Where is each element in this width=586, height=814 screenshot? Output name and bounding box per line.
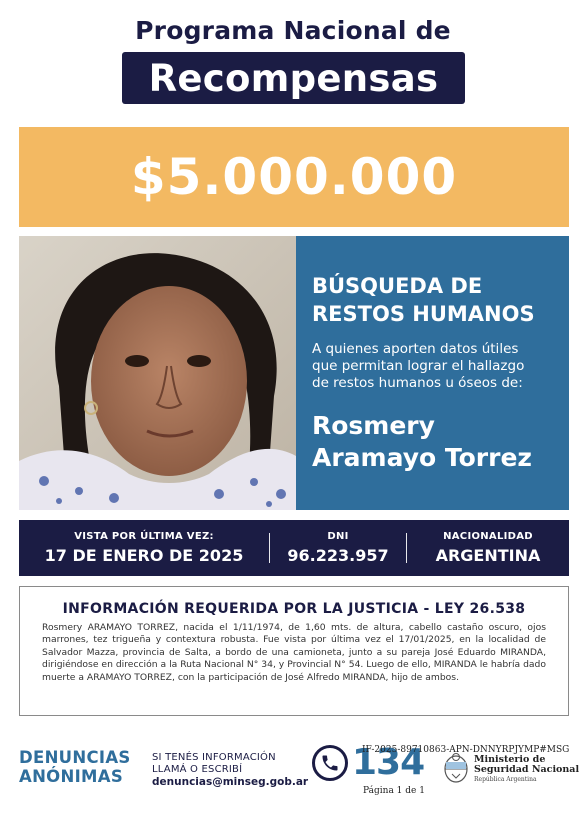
nationality-block bbox=[407, 520, 569, 576]
program-title-line2: Recompensas bbox=[148, 56, 439, 100]
nationality-label: NACIONALIDAD bbox=[443, 531, 533, 542]
denuncias-line2: ANÓNIMAS bbox=[19, 767, 124, 786]
justice-title: INFORMACIÓN REQUERIDA POR LA JUSTICIA - LEY 26.538 bbox=[62, 601, 526, 617]
search-description bbox=[312, 341, 562, 392]
search-description-line2: que permitan lograr el hallazgo bbox=[312, 358, 525, 374]
justice-info-box bbox=[19, 586, 569, 716]
program-title-banner bbox=[122, 52, 465, 104]
info-divider bbox=[269, 533, 270, 563]
last-seen-label: VISTA POR ÚLTIMA VEZ: bbox=[74, 531, 214, 542]
nationality-value: ARGENTINA bbox=[435, 546, 541, 565]
contact-email[interactable]: denuncias@minseg.gob.ar bbox=[152, 776, 309, 788]
person-info-bar bbox=[19, 520, 569, 576]
program-title-line1: Programa Nacional de bbox=[135, 16, 451, 45]
hotline-number[interactable]: 134 bbox=[352, 742, 425, 783]
reward-amount: $5.000.000 bbox=[130, 148, 458, 206]
ministry-subtitle: República Argentina bbox=[474, 776, 537, 783]
ministry-line1: Ministerio de bbox=[474, 754, 546, 765]
missing-person-surname: Aramayo Torrez bbox=[312, 443, 532, 472]
search-heading bbox=[312, 272, 562, 328]
document-id: IF-2025-89710863-APN-DNNYRPJYMP#MSG bbox=[362, 745, 570, 755]
search-description-line3: de restos humanos u óseos de: bbox=[312, 375, 523, 391]
dni-value: 96.223.957 bbox=[287, 546, 389, 565]
ministry-logo bbox=[474, 755, 579, 784]
missing-person-photo bbox=[19, 236, 296, 510]
page-number: Página 1 de 1 bbox=[363, 786, 425, 796]
anonymous-reports bbox=[19, 748, 131, 786]
missing-person-name bbox=[312, 410, 562, 474]
search-info-panel bbox=[296, 236, 569, 510]
denuncias-line1: DENUNCIAS bbox=[19, 748, 131, 767]
contact-info bbox=[152, 752, 308, 789]
search-heading-line1: BÚSQUEDA DE bbox=[312, 274, 483, 298]
info-divider bbox=[406, 533, 407, 563]
phone-icon bbox=[312, 745, 348, 781]
contact-line2: LLAMÁ O ESCRIBÍ bbox=[152, 764, 243, 775]
last-seen-value: 17 DE ENERO DE 2025 bbox=[44, 546, 244, 565]
contact-line1: SI TENÉS INFORMACIÓN bbox=[152, 752, 276, 763]
justice-body: Rosmery ARAMAYO TORREZ, nacida el 1/11/1974, de 1,60 mts. de altura, cabello castaño oscuro, ojos marrones, tez trigueña y contextura robusta. Fue vista por última vez el 17/01/2025, en la localidad de Salvador Mazza, provincia de Salta, a bordo de una camioneta, junto a su pareja José Eduardo MIRANDA, dirigiéndose en dirección a la Ruta Nacional N° 34, y Provincial N° 54. Luego de ello, MIRANDA le habría dado muerte a ARAMAYO TORREZ, con la participación de José Alfredo MIRANDA, hijo de ambos. bbox=[42, 622, 546, 683]
dni-label: DNI bbox=[327, 531, 349, 542]
last-seen-block bbox=[19, 520, 269, 576]
search-heading-line2: RESTOS HUMANOS bbox=[312, 302, 535, 326]
search-description-line1: A quienes aporten datos útiles bbox=[312, 341, 519, 357]
dni-block bbox=[270, 520, 406, 576]
missing-person-first-name: Rosmery bbox=[312, 411, 435, 440]
reward-banner bbox=[19, 127, 569, 227]
national-emblem-icon bbox=[442, 752, 470, 784]
ministry-line2: Seguridad Nacional bbox=[474, 764, 580, 775]
